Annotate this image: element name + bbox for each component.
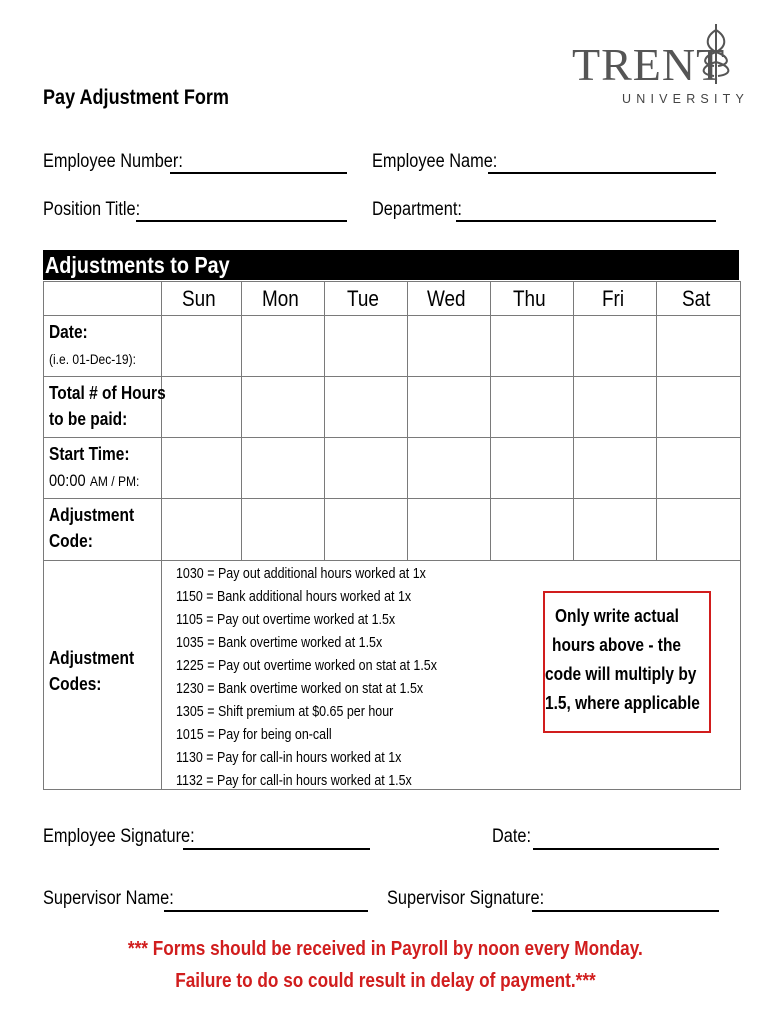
start-time-cell-sun[interactable] [162,438,242,499]
code-item: 1305 = Shift premium at $0.65 per hour [176,704,394,720]
codes-legend-row [44,561,741,790]
date-row-label: Date: (i.e. 01-Dec-19): [44,316,162,377]
code-item: 1105 = Pay out overtime worked at 1.5x [176,612,396,628]
date-cell-wed[interactable] [408,316,491,377]
corner-cell [44,282,162,316]
employee-number-field[interactable] [170,172,347,174]
code-item: 1132 = Pay for call-in hours worked at 1.5x [176,773,412,789]
hours-cell-thu[interactable] [491,377,574,438]
employee-signature-field[interactable] [183,848,370,850]
employee-name-field[interactable] [488,172,716,174]
day-header-tue: Tue [325,282,408,316]
department-field[interactable] [456,220,716,222]
date-format-hint: (i.e. 01-Dec-19): [49,351,136,367]
adjustments-table [43,281,741,790]
day-header-sat: Sat [657,282,741,316]
day-header-sun: Sun [162,282,242,316]
code-item: 1130 = Pay for call-in hours worked at 1x [176,750,402,766]
code-cell-sat[interactable] [657,499,741,561]
hours-cell-mon[interactable] [242,377,325,438]
code-item: 1230 = Bank overtime worked on stat at 1.5x [176,681,424,697]
code-cell-wed[interactable] [408,499,491,561]
start-time-cell-mon[interactable] [242,438,325,499]
logo-emblem-icon [694,22,738,86]
code-item: 1035 = Bank overtime worked at 1.5x [176,635,383,651]
code-cell-mon[interactable] [242,499,325,561]
supervisor-signature-label: Supervisor Signature: [387,888,545,909]
day-header-mon: Mon [242,282,325,316]
logo-wordmark: TRENT [572,39,726,90]
position-title-label: Position Title: [43,199,141,220]
start-time-cell-thu[interactable] [491,438,574,499]
hours-cell-sat[interactable] [657,377,741,438]
department-label: Department: [372,199,462,220]
position-title-field[interactable] [136,220,347,222]
employee-number-label: Employee Number: [43,151,183,172]
code-item: 1150 = Bank additional hours worked at 1x [176,589,412,605]
date-cell-tue[interactable] [325,316,408,377]
signature-date-label: Date: [492,826,532,847]
day-header-row [44,282,741,316]
adjustment-code-row [44,499,741,561]
start-time-cell-sat[interactable] [657,438,741,499]
hours-cell-sun[interactable] [162,377,242,438]
start-time-row-label: Start Time: 00:00 AM / PM: [44,438,162,499]
payroll-delay-warning: Failure to do so could result in delay of payment.*** [174,970,596,992]
code-cell-tue[interactable] [325,499,408,561]
start-time-cell-tue[interactable] [325,438,408,499]
start-time-ampm: AM / PM: [89,473,140,489]
day-header-fri: Fri [574,282,657,316]
code-item: 1015 = Pay for being on-call [176,727,332,743]
start-time-cell-wed[interactable] [408,438,491,499]
date-cell-sun[interactable] [162,316,242,377]
code-item: 1225 = Pay out overtime worked on stat at 1.5x [176,658,437,674]
employee-name-label: Employee Name: [372,151,498,172]
date-row [44,316,741,377]
supervisor-signature-field[interactable] [532,910,719,912]
day-header-wed: Wed [408,282,491,316]
code-cell-fri[interactable] [574,499,657,561]
form-title: Pay Adjustment Form [43,86,229,109]
supervisor-name-label: Supervisor Name: [43,888,174,909]
code-cell-thu[interactable] [491,499,574,561]
hours-cell-tue[interactable] [325,377,408,438]
adjustment-code-row-label: Adjustment Code: [44,499,162,561]
codes-legend-cell [162,561,741,790]
employee-signature-label: Employee Signature: [43,826,195,847]
date-cell-sat[interactable] [657,316,741,377]
logo-subtitle: UNIVERSITY [622,92,750,106]
start-time-row [44,438,741,499]
code-item: 1030 = Pay out additional hours worked at 1x [176,566,426,582]
hours-cell-wed[interactable] [408,377,491,438]
start-time-format: 00:00 [49,471,86,490]
date-cell-fri[interactable] [574,316,657,377]
adjustments-banner: Adjustments to Pay [43,250,739,280]
codes-legend-label: Adjustment Codes: [44,561,162,790]
hours-row [44,377,741,438]
date-cell-mon[interactable] [242,316,325,377]
hours-cell-fri[interactable] [574,377,657,438]
hours-row-label: Total # of Hours to be paid: [44,377,162,438]
multiplier-notice-box: Only write actual hours above - the code will multiply by 1.5, where applicable [543,591,711,733]
signature-date-field[interactable] [533,848,719,850]
start-time-cell-fri[interactable] [574,438,657,499]
payroll-deadline-note: *** Forms should be received in Payroll by noon every Monday. [127,938,643,960]
day-header-thu: Thu [491,282,574,316]
codes-list [176,563,479,793]
supervisor-name-field[interactable] [164,910,368,912]
code-cell-sun[interactable] [162,499,242,561]
date-cell-thu[interactable] [491,316,574,377]
